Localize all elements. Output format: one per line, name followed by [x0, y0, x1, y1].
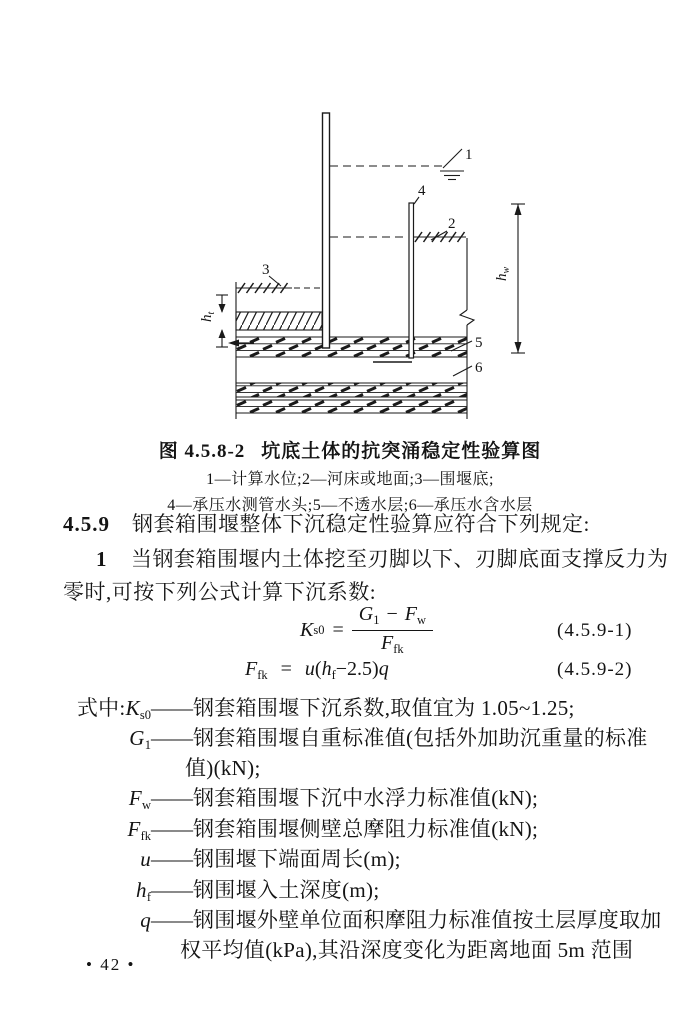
callout-4: 4 [418, 183, 426, 199]
figure-caption [0, 436, 700, 463]
paragraph-line1: 1 当钢套箱围堰内土体挖至刃脚以下、刃脚底面支撑反力为 [96, 547, 669, 571]
clause-number: 4.5.9 [63, 512, 110, 536]
page-number: • 42 • [86, 955, 136, 974]
cofferdam-wall [323, 113, 330, 348]
formula-ks0: K s0 = $\frac{G_1 - F_w}{F_{fk}}$ [300, 603, 433, 657]
dimension-ht-label: $h_t$ [199, 311, 217, 322]
formula-ffk: $F_{fk} = u(h_f-2.5)q$ [245, 658, 389, 682]
paragraph-line2: 零时,可按下列公式计算下沉系数: [63, 580, 377, 604]
callout-5: 5 [475, 335, 483, 351]
formula-ffk-number: (4.5.9-2) [557, 659, 633, 680]
callout-6: 6 [475, 360, 483, 376]
callout-3: 3 [262, 262, 270, 278]
definitions-intro: 式中: [76, 696, 126, 720]
definition-row-g1: $G_1$ —— 钢套箱围堰自重标准值(包括外加助沉重量的标准 [129, 726, 648, 752]
formula-ks0-fraction: $\frac{G_1 - F_w}{F_{fk}}$ [352, 603, 433, 657]
clause-title: 钢套箱围堰整体下沉稳定性验算应符合下列规定: [132, 512, 590, 536]
formula-ks0-number: (4.5.9-1) [557, 620, 633, 641]
figure-legend-line2: 4—承压水测管水头;5—不透水层;6—承压水含水层 [167, 497, 533, 514]
callout-1: 1 [465, 147, 473, 163]
riverbed-line [330, 231, 466, 242]
figure-caption-number: 图 4.5.8-2 [158, 441, 246, 462]
dimension-ht [216, 295, 228, 347]
paragraph-number: 1 [96, 547, 107, 571]
definition-row-q: q —— 钢围堰外壁单位面积摩阻力标准值按土层厚度取加 [140, 908, 662, 932]
impermeable-layer [236, 337, 467, 357]
definition-row-g1-cont: 值)(kN); [185, 756, 261, 780]
figure-legend-line1: 1—计算水位;2—河床或地面;3—围堰底; [206, 471, 494, 488]
definition-row-hf: $h_f$ —— 钢围堰入土深度(m); [136, 878, 380, 904]
definition-row-u: u —— 钢围堰下端面周长(m); [140, 847, 401, 871]
definition-row-fw: $F_w$ —— 钢套箱围堰下沉中水浮力标准值(kN); [128, 786, 539, 812]
callout-6-leader [453, 366, 472, 376]
cofferdam-bottom-line [236, 276, 322, 293]
callout-2: 2 [448, 216, 456, 232]
definition-row-ks0: 式中$:K_{s0}$ —— 钢套箱围堰下沉系数,取值宜为 1.05~1.25; [76, 696, 575, 722]
break-symbol [460, 310, 474, 325]
figure-caption-title: 坑底土体的抗突涌稳定性验算图 [261, 441, 542, 462]
dimension-hw [511, 204, 525, 353]
water-level-icon [440, 149, 464, 180]
clause-heading [63, 512, 590, 536]
pit-bottom-seal-layer [236, 312, 322, 330]
definition-row-q-cont: 权平均值(kPa),其沿深度变化为距离地面 5m 范围 [180, 938, 634, 962]
confined-aquifer-layer [236, 383, 467, 413]
formula-ks0-lhs: K [300, 618, 314, 641]
definition-row-ffk: $F_{fk}$ —— 钢套箱围堰侧壁总摩阻力标准值(kN); [127, 817, 539, 843]
dimension-hw-label: $h_w$ [494, 266, 512, 281]
figure-anti-surge-stability-diagram [170, 85, 590, 430]
